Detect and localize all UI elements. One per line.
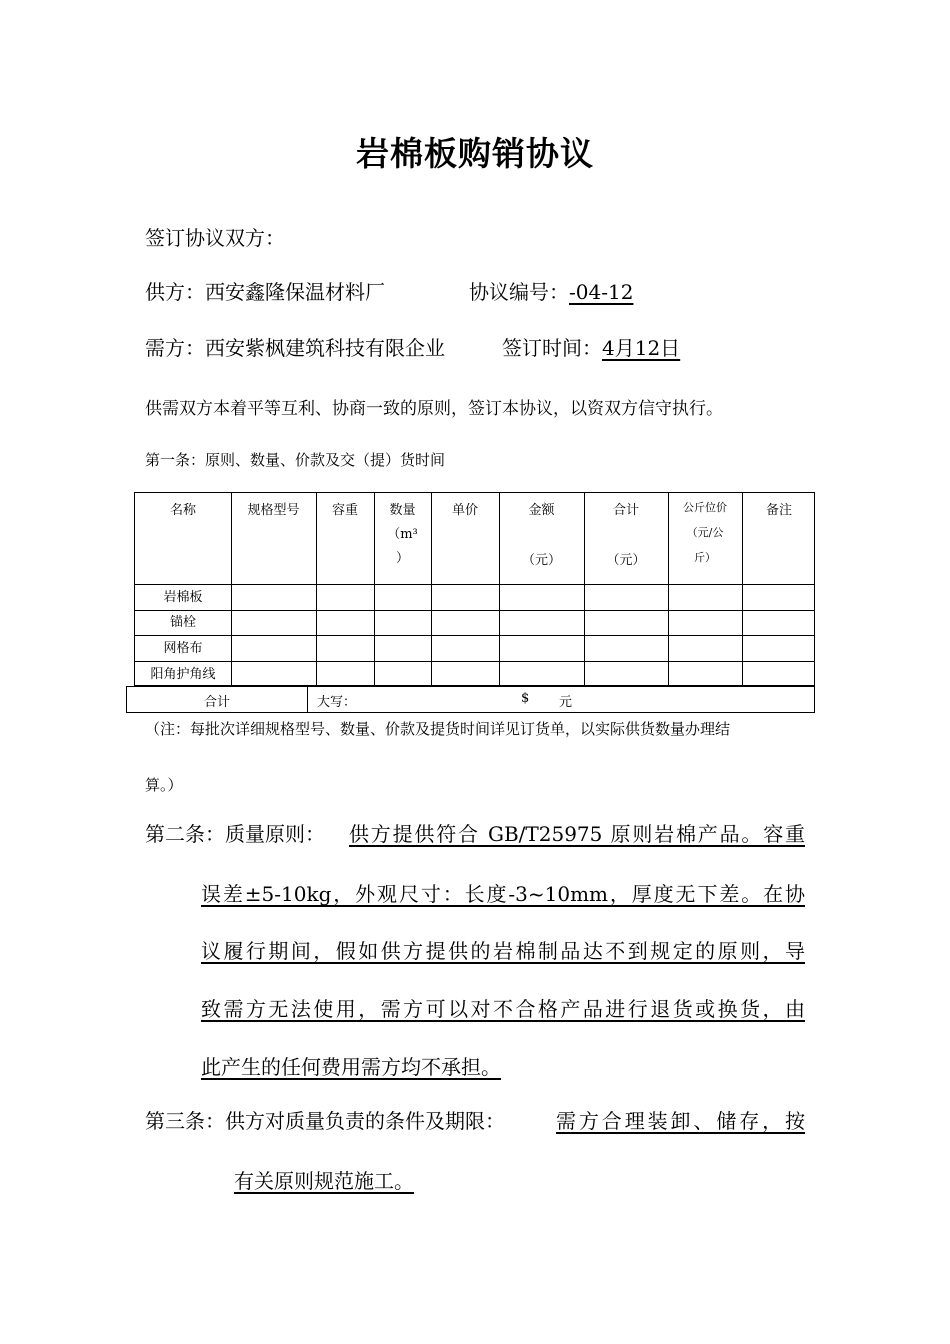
supplier-line [145, 276, 385, 305]
parties-label: 签订协议双方： [145, 226, 285, 250]
agreement-number-label: 协议编号： [469, 280, 569, 304]
row-label-anchor-bolt: 锚栓 [169, 615, 196, 630]
article-3-line-2: 有关原则规范施工。 [234, 1169, 414, 1193]
note-line-2: 算。） [145, 776, 183, 794]
intro-paragraph: 供需双方本着平等互利、协商一致的原则，签订本协议，以资双方信守执行。 [145, 399, 723, 419]
article-2-line-5: 此产生的任何费用需方均不承担。 [201, 1055, 501, 1079]
order-table [134, 492, 815, 686]
article-3-heading: 第三条：供方对质量负责的条件及期限： [145, 1109, 505, 1133]
header-price-per-kg: 公斤位价 [683, 501, 727, 514]
header-quantity: 数量 [389, 503, 416, 518]
row-label-corner-guard: 阳角护角线 [150, 667, 216, 682]
header-price-per-kg-unit: （元/公 [686, 526, 724, 539]
sign-time [502, 332, 680, 361]
header-unit-price: 单价 [451, 503, 478, 518]
dollar-sign: $ [521, 691, 530, 706]
header-quantity-unit-close: ） [395, 551, 409, 566]
document-title: 岩棉板购销协议 [356, 134, 594, 173]
header-name: 名称 [169, 503, 196, 518]
row-label-rock-wool-board: 岩棉板 [163, 590, 203, 605]
sign-time-value: 4月12日 [602, 336, 681, 360]
total-label: 合计 [203, 695, 230, 710]
buyer-name: 需方：西安紫枫建筑科技有限企业 [145, 336, 445, 360]
header-amount: 金额 [528, 503, 555, 518]
capital-amount-label: 大写： [317, 695, 357, 710]
header-total-unit: （元） [606, 553, 646, 568]
article-2-line-3: 议履行期间，假如供方提供的岩棉制品达不到规定的原则，导 [201, 939, 805, 963]
article-2-line-1: 供方提供符合 GB/T25975 原则岩棉产品。容重 [349, 822, 805, 846]
note-line-1: （注：每批次详细规格型号、数量、价款及提货时间详见订货单，以实际供货数量办理结 [145, 720, 731, 738]
article-3-line-1: 需方合理装卸、储存，按 [556, 1109, 805, 1133]
header-price-per-kg-unit-end: 斤） [694, 551, 716, 564]
article-2-line-2: 误差±5-10kg，外观尺寸：长度-3~10mm，厚度无下差。在协 [201, 882, 805, 906]
article-1-heading: 第一条：原则、数量、价款及交（提）货时间 [145, 451, 446, 469]
row-label-mesh-cloth: 网格布 [163, 641, 203, 656]
agreement-number-value: -04-12 [569, 280, 634, 304]
yuan-unit: 元 [559, 695, 573, 710]
sign-time-label: 签订时间： [502, 336, 602, 360]
header-amount-unit: （元） [521, 553, 561, 568]
article-2-heading: 第二条：质量原则： [145, 822, 325, 846]
supplier-name: 供方：西安鑫隆保温材料厂 [145, 280, 385, 304]
header-spec: 规格型号 [247, 503, 300, 518]
table-total-row [126, 686, 815, 713]
header-density: 容重 [331, 503, 358, 518]
header-total: 合计 [612, 503, 639, 518]
article-2-line-4: 致需方无法使用，需方可以对不合格产品进行退货或换货，由 [201, 997, 805, 1021]
header-remarks: 备注 [765, 503, 792, 518]
header-quantity-unit: （m³ [387, 527, 418, 542]
agreement-number [469, 276, 633, 305]
